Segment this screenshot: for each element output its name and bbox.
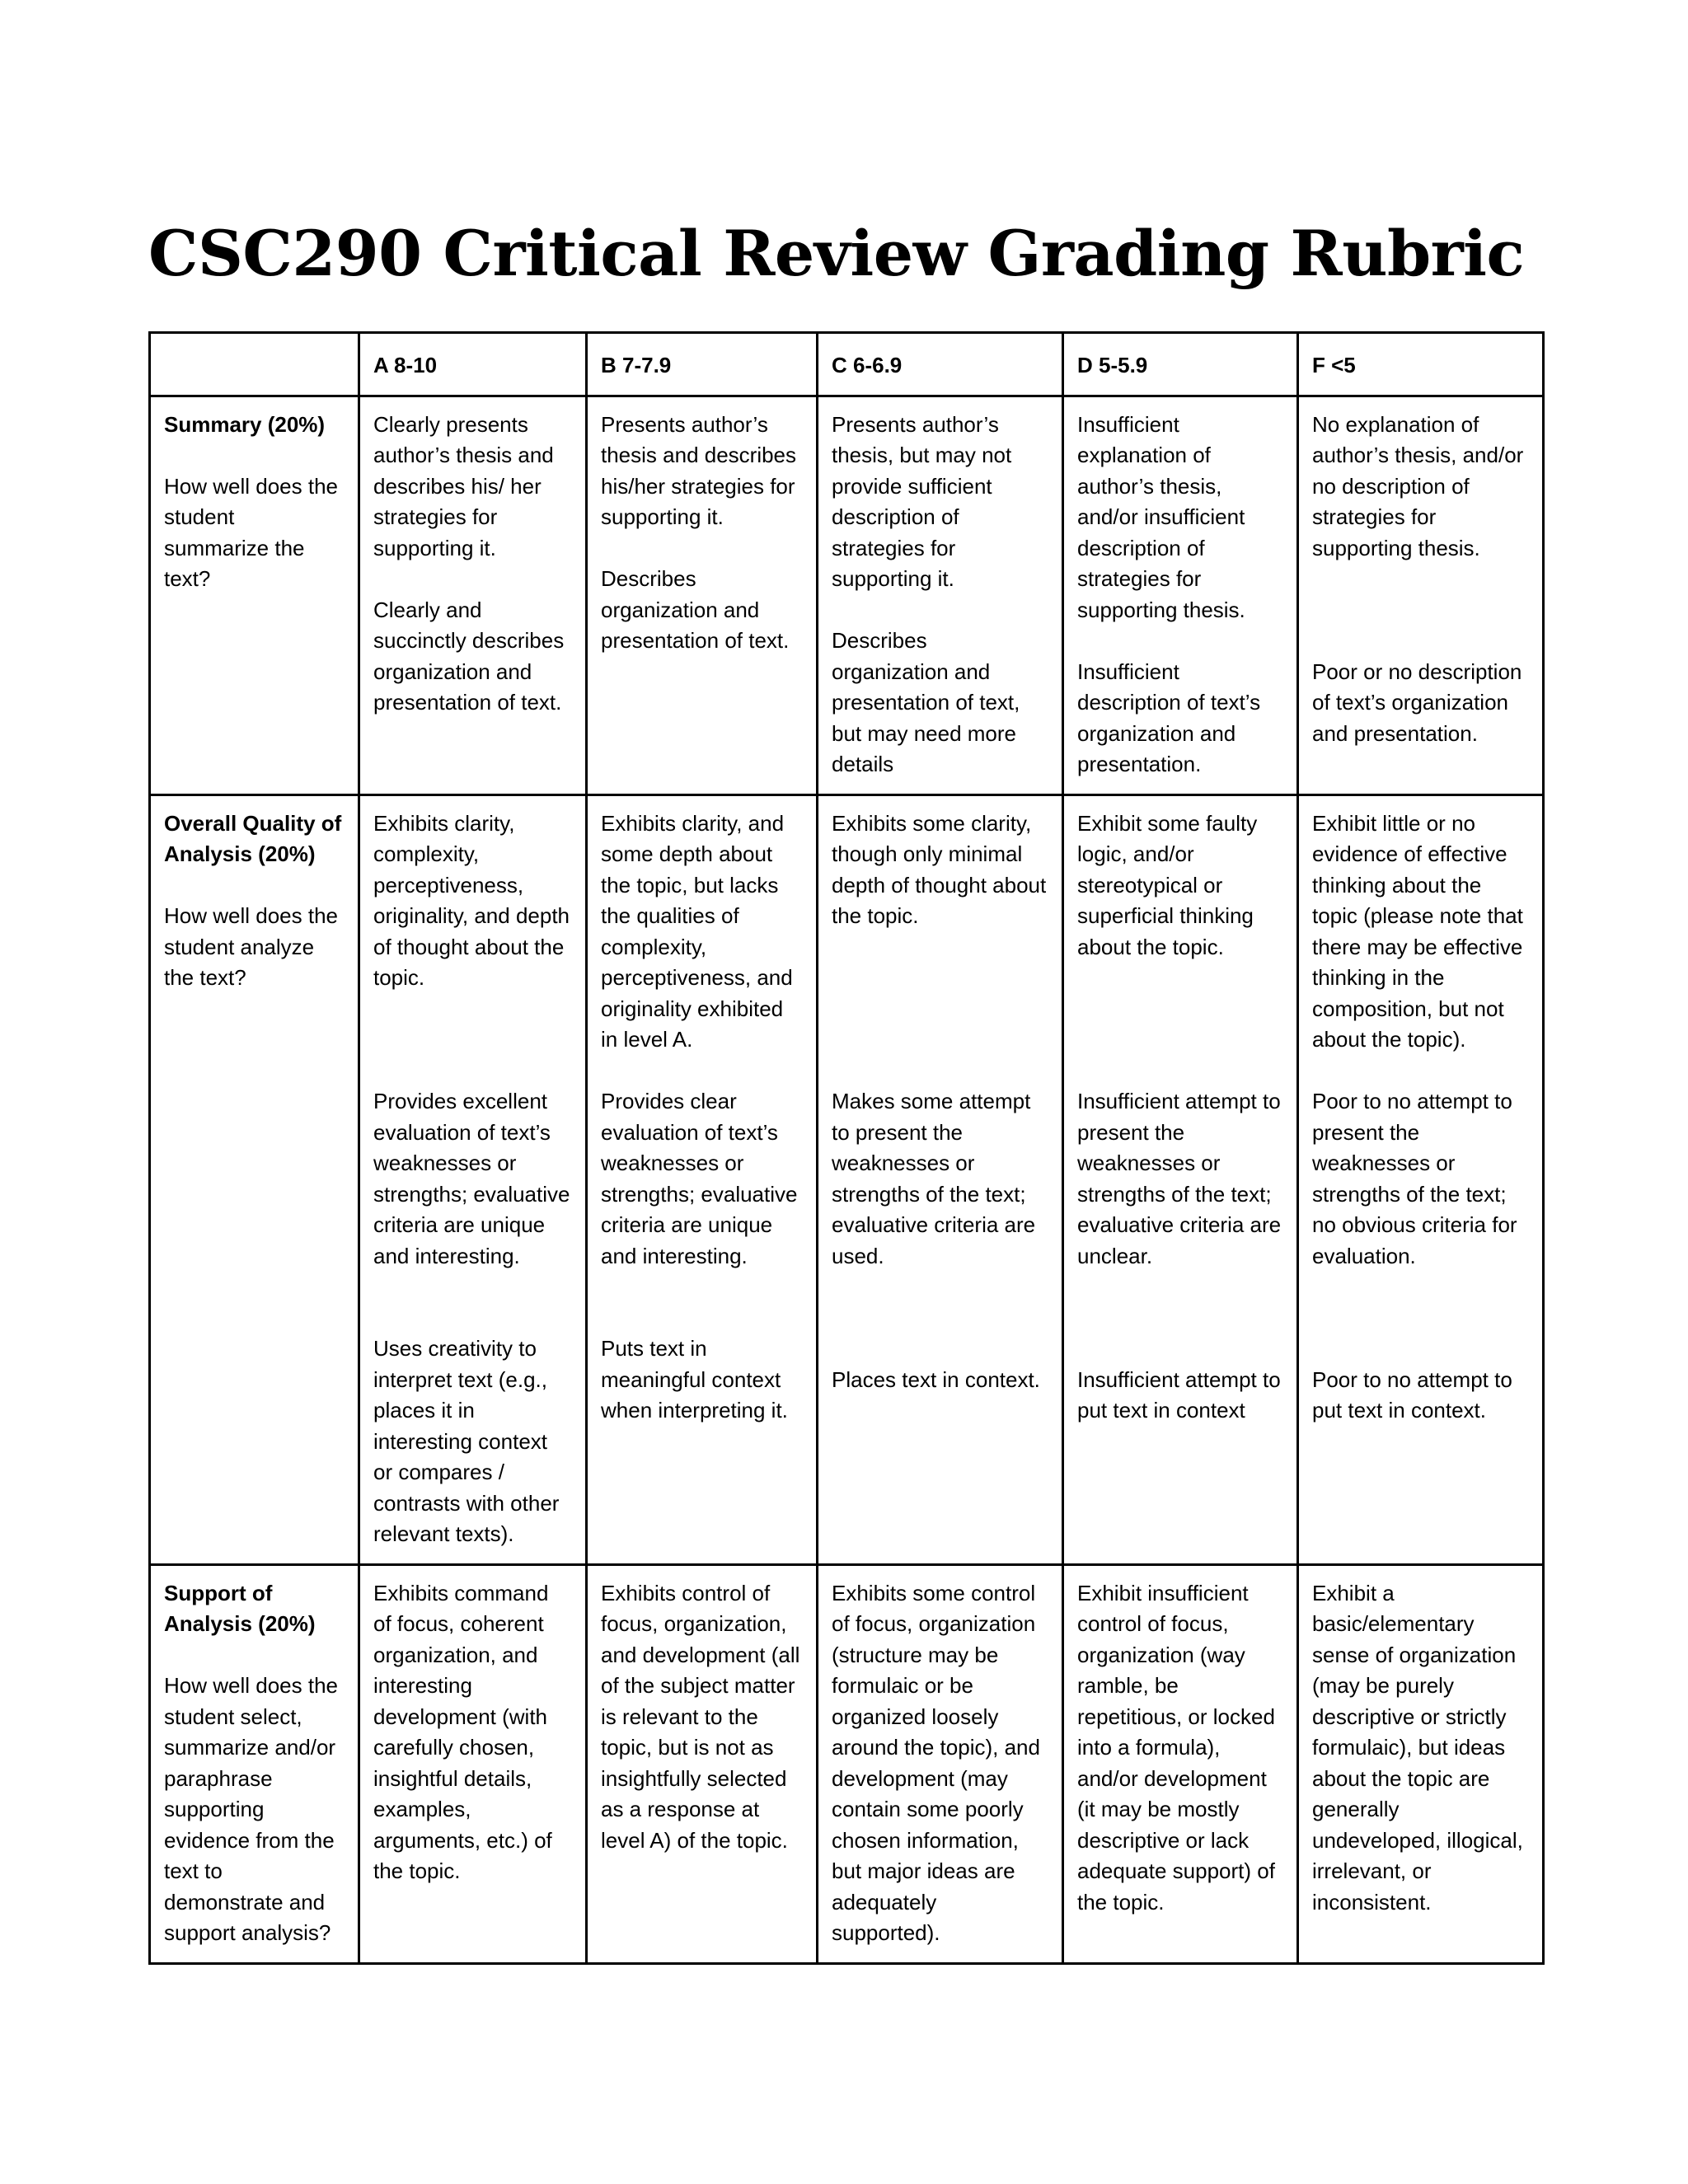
descriptor-text: Insufficient explanation of author’s thesis, and/or insufficient description of strategies for supporting thesis. (1077, 411, 1245, 622)
grade-cell-d (1063, 396, 1298, 794)
descriptor-text: Exhibits command of focus, coherent organization, and interesting development (with carefully chosen, insightful details, examples, arguments, etc.) of the topic. (373, 1580, 552, 1883)
grade-cell-b (587, 1564, 818, 1963)
header-cell-empty (150, 333, 359, 396)
header-cell-b (587, 333, 818, 396)
header-label-f: F <5 (1312, 353, 1356, 377)
descriptor-text: Insufficient description of text’s organization and presentation. (1077, 658, 1261, 776)
grade-cell-c (818, 1564, 1063, 1963)
grade-cell-a (359, 1564, 587, 1963)
descriptor-text: Exhibit some faulty logic, and/or stereotypical or superficial thinking about the topic. (1077, 810, 1258, 959)
descriptor-text: Describes organization and presentation of text. (601, 566, 790, 653)
descriptor-text: Provides clear evaluation of text’s weaknesses or strengths; evaluative criteria are unique and interesting. (601, 1089, 798, 1268)
header-cell-d (1063, 333, 1298, 396)
grade-cell-c (818, 396, 1063, 794)
criterion-name: Summary (20%) (164, 411, 326, 437)
header-cell-f (1298, 333, 1544, 396)
rubric-row-summary (150, 396, 1544, 794)
header-label-b: B 7-7.9 (601, 353, 672, 377)
descriptor-text: Uses creativity to interpret text (e.g., places it in interesting context or compares / contrasts with other relevant texts). (373, 1336, 560, 1546)
descriptor-text: Presents author’s thesis, but may not provide sufficient description of strategies for supporting it. (832, 411, 1012, 591)
descriptor-text: Exhibit little or no evidence of effective thinking about the topic (please note that there may be effective thinking in the composition, but not about the topic). (1312, 810, 1523, 1052)
descriptor-text: Poor or no description of text’s organization and presentation. (1312, 658, 1522, 746)
descriptor-text: Exhibits clarity, and some depth about the topic, but lacks the qualities of complexity, perceptiveness, and originality exhibited in level A. (601, 810, 793, 1052)
rubric-row-analysis-support (150, 1564, 1544, 1963)
criterion-name: Overall Quality of Analysis (20%) (164, 810, 342, 866)
header-cell-c (818, 333, 1063, 396)
descriptor-text: Exhibit a basic/elementary sense of organization (may be purely descriptive or strictly formulaic), but ideas about the topic are generally undeveloped, illogical, irrelevant, or inconsistent. (1312, 1580, 1523, 1915)
criterion-cell (150, 1564, 359, 1963)
descriptor-text: Clearly and succinctly describes organization and presentation of text. (373, 597, 565, 715)
criterion-question: How well does the student select, summarize and/or paraphrase supporting evidence from the text to demonstrate and support analysis? (164, 1673, 338, 1945)
descriptor-text: Provides excellent evaluation of text’s weaknesses or strengths; evaluative criteria are unique and interesting. (373, 1089, 570, 1268)
header-cell-a (359, 333, 587, 396)
grade-cell-c (818, 794, 1063, 1564)
header-label-c: C 6-6.9 (832, 353, 903, 377)
descriptor-text: Exhibits some clarity, though only minimal depth of thought about the topic. (832, 810, 1047, 928)
header-row (150, 333, 1544, 396)
descriptor-text: Puts text in meaningful context when interpreting it. (601, 1336, 788, 1422)
descriptor-text: Exhibits some control of focus, organization (structure may be formulaic or be organized loosely around the topic), and development (may contain some poorly chosen information, but major ideas are adequately supported). (832, 1580, 1040, 1945)
grade-cell-f (1298, 1564, 1544, 1963)
descriptor-text: Exhibits control of focus, organization, and development (all of the subject matter is relevant to the topic, but is not as insightfully selected as a response at level A) of the topic. (601, 1580, 800, 1853)
grade-cell-a (359, 396, 587, 794)
grade-cell-f (1298, 396, 1544, 794)
criterion-question: How well does the student analyze the text? (164, 903, 338, 990)
criterion-name: Support of Analysis (20%) (164, 1580, 316, 1636)
grade-cell-f (1298, 794, 1544, 1564)
descriptor-text: Poor to no attempt to put text in context. (1312, 1366, 1512, 1422)
grade-cell-b (587, 396, 818, 794)
header-label (151, 334, 358, 363)
descriptor-text: Clearly presents author’s thesis and describes his/ her strategies for supporting it. (373, 411, 554, 560)
descriptor-text: Insufficient attempt to put text in context (1077, 1366, 1281, 1422)
rubric-table (148, 331, 1545, 1965)
criterion-question: How well does the student summarize the text? (164, 473, 338, 591)
descriptor-text: Places text in context. (832, 1366, 1040, 1392)
grade-cell-d (1063, 794, 1298, 1564)
page-title: CSC290 Critical Review Grading Rubric (148, 217, 1525, 290)
descriptor-text: Exhibits clarity, complexity, perceptiveness, originality, and depth of thought about the topic. (373, 810, 570, 990)
descriptor-text: Makes some attempt to present the weaknesses or strengths of the text; evaluative criteria are used. (832, 1089, 1036, 1268)
criterion-cell (150, 794, 359, 1564)
descriptor-text: Insufficient attempt to present the weaknesses or strengths of the text; evaluative criteria are unclear. (1077, 1089, 1282, 1268)
grade-cell-d (1063, 1564, 1298, 1963)
header-label-d: D 5-5.9 (1077, 353, 1148, 377)
grade-cell-b (587, 794, 818, 1564)
descriptor-text: Describes organization and presentation of text, but may need more details (832, 628, 1020, 776)
descriptor-text: Presents author’s thesis and describes his/her strategies for supporting it. (601, 411, 797, 529)
rubric-row-analysis-quality (150, 794, 1544, 1564)
descriptor-text: Poor to no attempt to present the weaknesses or strengths of the text; no obvious criteria for evaluation. (1312, 1089, 1517, 1268)
header-label-a: A 8-10 (373, 353, 438, 377)
descriptor-text: No explanation of author’s thesis, and/or no description of strategies for supporting thesis. (1312, 411, 1524, 560)
grade-cell-a (359, 794, 587, 1564)
descriptor-text: Exhibit insufficient control of focus, organization (way ramble, be repetitious, or locked into a formula), and/or development (it may be mostly descriptive or lack adequate support) of the topic. (1077, 1580, 1275, 1915)
criterion-cell (150, 396, 359, 794)
